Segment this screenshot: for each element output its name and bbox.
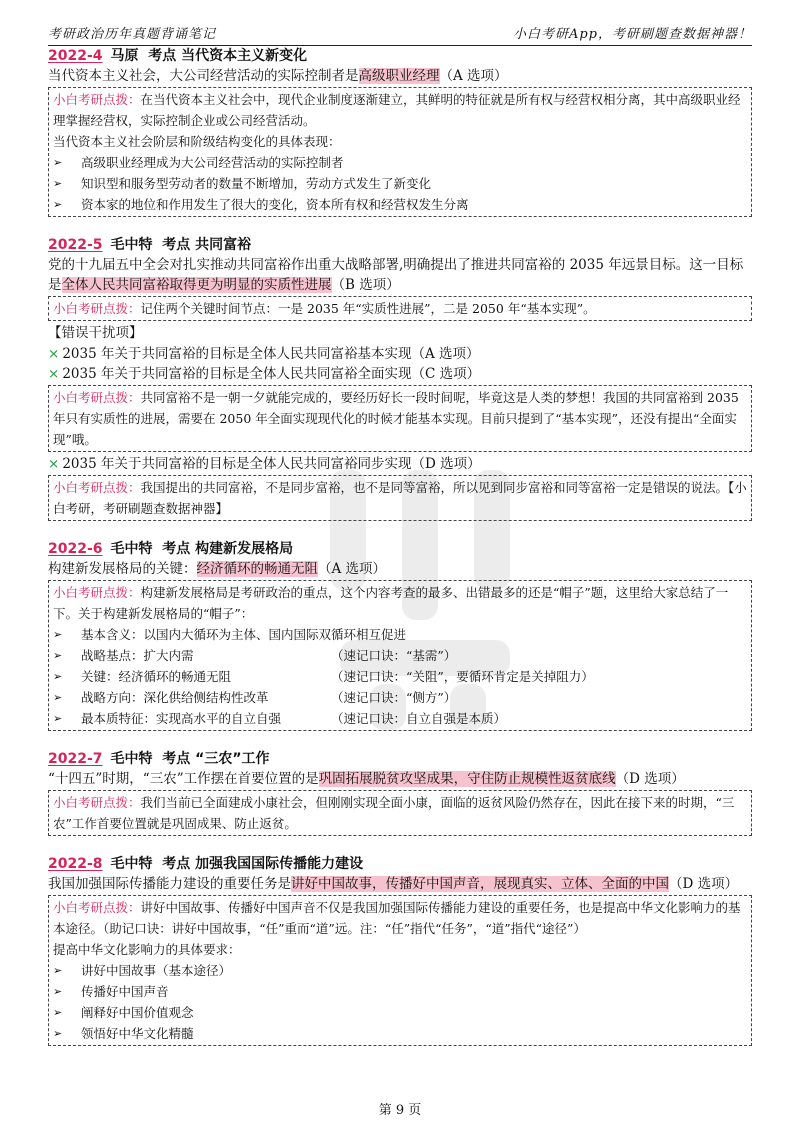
section-heading: 2022-6 毛中特 考点 构建新发展格局: [48, 541, 294, 557]
arrow-icon: ➢: [53, 628, 63, 641]
header-right: 小白考研App，考研刷题查数据神器！: [512, 27, 752, 42]
tip-box: 小白考研点拨：讲好中国故事、传播好中国声音不仅是我国加强国际传播能力建设的重要任务，也是提高中华文化影响力的基本途径。（助记口诀：讲好中国故事，“任”重而“道”远。注：“任”指代“任务”，“道”指代“途径”） 提高中华文化影响力的具体要求： ➢ 讲好中国故事（基本途径） ➢ 传播好中国声音 ➢ 阐释好中国价值观念 ➢ 领悟好中华文化精髓: [48, 895, 752, 1046]
page-content: [48, 46, 752, 1064]
list-item: ➢ 传播好中国声音: [53, 981, 747, 1002]
list-item: ➢ 阐释好中国价值观念: [53, 1002, 747, 1023]
question-text: “十四五”时期，“三农”工作摆在首要位置的是巩固拓展脱贫攻坚成果，守住防止规模性返贫底线（D 选项）: [48, 771, 685, 787]
arrow-icon: ➢: [53, 156, 63, 169]
arrow-icon: ➢: [53, 198, 63, 211]
tip-box: 小白考研点拨：我们当前已全面建成小康社会，但刚刚实现全面小康，面临的返贫风险仍然存在，因此在接下来的时期，“三农”工作首要位置就是巩固成果、防止返贫。: [48, 790, 752, 836]
section-2022-6: [48, 539, 752, 731]
question-text: 我国加强国际传播能力建设的重要任务是讲好中国故事，传播好中国声音，展现真实、立体、全面的中国（D 选项）: [48, 876, 739, 892]
tip-box: 小白考研点拨：在当代资本主义社会中，现代企业制度逐渐建立，其鲜明的特征就是所有权与经营权相分离，其中高级职业经理掌握经营权，实际控制企业或公司经营活动。 当代资本主义社会阶层和阶级结构变化的具体表现： ➢ 高级职业经理成为大公司经营活动的实际控制者 ➢ 知识型和服务型劳动者的数量不断增加，劳动方式发生了新变化 ➢ 资本家的地位和作用发生了很大的变化，资本所有权和经营权发生分离: [48, 87, 752, 217]
section-2022-8: [48, 854, 752, 1046]
cross-icon: ×: [48, 366, 60, 382]
question-text: 党的十九届五中全会对扎实推动共同富裕作出重大战略部署,明确提出了推进共同富裕的 2035 年远景目标。这一目标是全体人民共同富裕取得更为明显的实质性进展（B 选项）: [48, 257, 744, 293]
section-heading: 2022-7 毛中特 考点 “三农”工作: [48, 751, 270, 767]
tip-label: 小白考研点拨：: [53, 301, 141, 316]
list-item: ➢ 关键：经济循环的畅通无阻 （速记口诀：“关阻”，要循环肯定是关掉阻力）: [53, 666, 747, 687]
wrong-options-heading: 【错误干扰项】: [48, 325, 143, 341]
list-item: ➢ 资本家的地位和作用发生了很大的变化，资本所有权和经营权发生分离: [53, 194, 747, 215]
tip-label: 小白考研点拨：: [53, 900, 141, 915]
arrow-icon: ➢: [53, 1027, 63, 1040]
tip-box: 小白考研点拨：构建新发展格局是考研政治的重点，这个内容考查的最多、出错最多的还是“帽子”题，这里给大家总结了一下。关于构建新发展格局的“帽子”： ➢ 基本含义：以国内大循环为主体、国内国际双循环相互促进 ➢ 战略基点：扩大内需 （速记口诀：“基需”） ➢ 关键：经济循环的畅通无阻 （速记口诀：“关阻”，要循环肯定是关掉阻力） ➢ 战略方向：深化供给侧结构性改革 （速记口诀：“侧方”） ➢ 最本质特征：实现高水平的自立自强 （速记口诀：自立自强是本质）: [48, 580, 752, 731]
answer-highlight: 经济循环的畅通无阻: [196, 561, 318, 577]
cross-icon: ×: [48, 456, 60, 472]
list-item: ➢ 知识型和服务型劳动者的数量不断增加，劳动方式发生了新变化: [53, 173, 747, 194]
answer-highlight: 高级职业经理: [358, 68, 440, 84]
question-year: 2022-6: [48, 541, 103, 557]
question-text: 构建新发展格局的关键：经济循环的畅通无阻（A 选项）: [48, 561, 387, 577]
answer-highlight: 全体人民共同富裕取得更为明显的实质性进展: [61, 277, 332, 293]
answer-highlight: 讲好中国故事，传播好中国声音，展现真实、立体、全面的中国: [291, 876, 669, 892]
header-left: 考研政治历年真题背诵笔记: [48, 27, 217, 42]
wrong-option: × 2035 年关于共同富裕的目标是全体人民共同富裕基本实现（A 选项）: [48, 346, 480, 362]
section-2022-7: [48, 749, 752, 836]
arrow-icon: ➢: [53, 712, 63, 725]
arrow-icon: ➢: [53, 177, 63, 190]
wrong-option: × 2035 年关于共同富裕的目标是全体人民共同富裕同步实现（D 选项）: [48, 456, 481, 472]
list-item: ➢ 基本含义：以国内大循环为主体、国内国际双循环相互促进: [53, 624, 747, 645]
question-year: 2022-8: [48, 856, 103, 872]
tip-label: 小白考研点拨：: [53, 480, 141, 495]
arrow-icon: ➢: [53, 985, 63, 998]
section-heading: 2022-8 毛中特 考点 加强我国国际传播能力建设: [48, 856, 364, 872]
list-item: ➢ 讲好中国故事（基本途径）: [53, 960, 747, 981]
question-text: 当代资本主义社会，大公司经营活动的实际控制者是高级职业经理（A 选项）: [48, 68, 508, 84]
list-item: ➢ 高级职业经理成为大公司经营活动的实际控制者: [53, 152, 747, 173]
section-2022-5: [48, 235, 752, 521]
question-year: 2022-4: [48, 48, 103, 64]
tip-label: 小白考研点拨：: [53, 390, 141, 405]
section-heading: 2022-5 毛中特 考点 共同富裕: [48, 237, 252, 253]
arrow-icon: ➢: [53, 649, 63, 662]
tip-label: 小白考研点拨：: [53, 585, 141, 600]
answer-highlight: 巩固拓展脱贫攻坚成果，守住防止规模性返贫底线: [318, 771, 616, 787]
section-2022-4: [48, 46, 752, 217]
page-number: 第 9 页: [378, 1103, 422, 1118]
section-heading: 2022-4 马原 考点 当代资本主义新变化: [48, 48, 308, 64]
arrow-icon: ➢: [53, 1006, 63, 1019]
cross-icon: ×: [48, 346, 60, 362]
question-year: 2022-5: [48, 237, 103, 253]
page-header: [48, 16, 752, 46]
wrong-option: × 2035 年关于共同富裕的目标是全体人民共同富裕全面实现（C 选项）: [48, 366, 481, 382]
question-year: 2022-7: [48, 751, 103, 767]
tip-box: 小白考研点拨：我国提出的共同富裕，不是同步富裕，也不是同等富裕，所以见到同步富裕和同等富裕一定是错误的说法。【小白考研，考研刷题查数据神器】: [48, 475, 752, 521]
arrow-icon: ➢: [53, 670, 63, 683]
tip-label: 小白考研点拨：: [53, 92, 141, 107]
tip-label: 小白考研点拨：: [53, 795, 141, 810]
arrow-icon: ➢: [53, 964, 63, 977]
list-item: ➢ 战略方向：深化供给侧结构性改革 （速记口诀：“侧方”）: [53, 687, 747, 708]
tip-box: 小白考研点拨：记住两个关键时间节点：一是 2035 年“实质性进展”，二是 2050 年“基本实现”。: [48, 296, 752, 321]
list-item: ➢ 最本质特征：实现高水平的自立自强 （速记口诀：自立自强是本质）: [53, 708, 747, 729]
list-item: ➢ 领悟好中华文化精髓: [53, 1023, 747, 1044]
arrow-icon: ➢: [53, 691, 63, 704]
tip-box: 小白考研点拨：共同富裕不是一朝一夕就能完成的，要经历好长一段时间呢，毕竟这是人类的梦想！我国的共同富裕到 2035 年只有实质性的进展，需要在 2050 年全面实现现代化的时候才能基本实现。目前只提到了“基本实现”，还没有提出“全面实现”哦。: [48, 385, 752, 452]
list-item: ➢ 战略基点：扩大内需 （速记口诀：“基需”）: [53, 645, 747, 666]
